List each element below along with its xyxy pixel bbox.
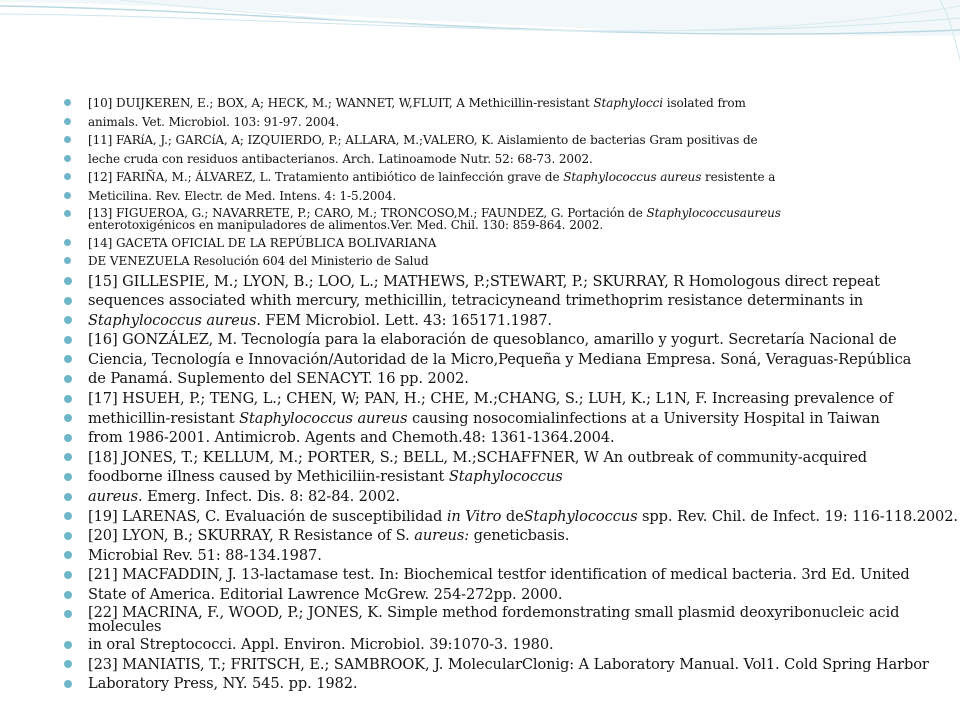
italic-term: Staphylocci [593,96,663,110]
reference-line [62,586,942,603]
bullet-icon [64,239,71,246]
bullet-icon [64,355,72,363]
reference-text: [19] LARENAS, C. Evaluación de susceptibilidad [88,507,447,525]
bullet-icon [64,551,72,559]
reference-text: geneticbasis. [469,527,570,545]
reference-line [62,170,942,184]
bullet-icon [64,336,72,344]
reference-line [62,152,942,166]
reference-line [62,351,942,368]
reference-text: Microbial Rev. 51: 88-134.1987. [88,546,322,564]
italic-term: Staphylococcus aureus [563,170,702,184]
reference-text: [12] FARIÑA, M.; ÁLVAREZ, L. Tratamiento antibiótico de lainfección grave de [88,170,564,184]
reference-line [62,390,942,407]
reference-line [62,133,942,147]
bullet-icon [64,512,72,520]
reference-line [62,603,942,635]
reference-text: in oral Streptococci. Appl. Environ. Microbiol. 39:1070-3. 1980. [88,636,554,654]
reference-list [62,96,958,695]
italic-term: Staphylococcus aureus [239,409,408,427]
reference-line [62,656,942,673]
reference-text: resistente a [701,170,776,184]
reference-line [62,370,942,387]
reference-text: [11] FARíA, J.; GARCíA, A; IZQUIERDO, P.; ALLARA, M.;VALERO, K. Aislamiento de bacterias Gram positivas de [88,133,758,147]
reference-line [62,410,942,427]
italic-term: in Vitro [446,507,502,525]
bullet-icon [64,453,72,461]
reference-text: Laboratory Press, NY. 545. pp. 1982. [88,675,358,693]
bullet-icon [64,473,72,481]
reference-line [62,468,942,485]
reference-line [62,312,942,329]
italic-term: aureus. [88,488,143,506]
reference-text: foodborne iIlness caused by Methiciliin-resistant [88,468,449,486]
reference-line [62,96,942,110]
reference-text: sequences associated whith mercury, methicillin, tetracicyneand trimethoprim resistance determinants in [88,292,864,310]
reference-text: FEM Microbiol. Lett. 43: 165171.1987. [260,311,552,329]
reference-line [62,566,942,583]
reference-line [62,488,942,505]
reference-text: animals. Vet. Microbiol. 103: 91-97. 2004. [88,114,340,129]
reference-text: [20] LYON, B.; SKURRAY, R Resistance of S. [88,527,415,545]
italic-term: aureus: [414,527,470,545]
decorative-swoosh [0,0,960,80]
reference-text: DE VENEZUELA Resolución 604 del Ministerio de Salud [88,254,429,268]
reference-line [62,115,942,129]
reference-line [62,207,942,231]
reference-text: [17] HSUEH, P.; TENG, L.; CHEN, W; PAN, H.; CHE, M.;CHANG, S.; LUH, K.; L1N, F. Increasing prevalence of [88,390,893,408]
bullet-icon [64,118,71,125]
reference-text: spp. Rev. Chil. de Infect. 19: 116-118.2002. [637,507,958,525]
bullet-icon [64,210,71,217]
reference-line [62,189,942,203]
reference-text: [21] MACFADDIN, J. 13-lactamase test. In: Biochemical testfor identification of medical bacteria. 3rd Ed. United [88,566,910,584]
bullet-icon [64,155,71,162]
bullet-icon [64,257,71,264]
reference-line [62,507,958,525]
bullet-icon [64,680,72,688]
reference-line [62,449,942,466]
italic-term: Staphylococcus [448,468,563,486]
bullet-icon [64,641,72,649]
bullet-icon [64,136,71,143]
reference-line [62,292,942,309]
reference-line [62,331,942,348]
reference-text: Meticilina. Rev. Electr. de Med. Intens. 4: 1-5.2004. [88,188,397,203]
reference-line [62,636,942,653]
bullet-icon [64,591,72,599]
bullet-icon [64,532,72,540]
bullet-icon [64,277,72,285]
bullet-icon [64,414,72,422]
reference-text: causing nosocomialinfections at a University Hospital in Taiwan [407,409,880,427]
reference-text: [10] DUIJKEREN, E.; BOX, A; HECK, M.; WANNET, W,FLUIT, A Methicillin-resistant [88,96,594,110]
reference-text: [15] GILLESPIE, M.; LYON, B.; LOO, L.; MATHEWS, P.;STEWART, P.; SKURRAY, R Homologous direct repeat [88,272,880,290]
reference-line [62,254,942,268]
bullet-icon [64,493,72,501]
reference-line [62,236,942,250]
reference-text: [16] GONZÁLEZ, M. Tecnología para la elaboración de quesoblanco, amarillo y yogurt. Secretaría Nacional de [88,331,897,349]
reference-text: [18] JONES, T.; KELLUM, M.; PORTER, S.; BELL, M.;SCHAFFNER, W An outbreak of community-acquired [88,448,868,466]
reference-text: enterotoxigénicos en manipuladores de alimentos.Ver. Med. Chil. 130: 859-864. 2002. [88,218,604,232]
reference-text: [23] MANIATIS, T.; FRITSCH, E.; SAMBROOK, J. MolecularClonig: A Laboratory Manual. Vol1. Cold Spring Harbor [88,655,929,673]
reference-line [62,429,942,446]
italic-term: Staphylococcus aureus. [88,311,261,329]
bullet-icon [64,434,72,442]
reference-text: leche cruda con residuos antibacterianos. Arch. Latinoamode Nutr. 52: 68-73. 2002. [88,151,593,166]
reference-text: Ciencia, Tecnología e Innovación/Autoridad de la Micro,Pequeña y Mediana Empresa. Soná, Veraguas-República [88,350,912,368]
italic-term: Staphylococcusaureus [646,206,781,220]
reference-text: from 1986-2001. Antimicrob. Agents and Chemoth.48: 1361-1364.2004. [88,429,615,447]
reference-text: [22] MACRINA, F., WOOD, P.; JONES, K. Simple method fordemonstrating small plasmid deoxyribonucleic acid [88,603,900,621]
bullet-icon [64,297,72,305]
bullet-icon [64,571,72,579]
bullet-icon [64,99,71,106]
reference-text: de Panamá. Suplemento del SENACYT. 16 pp. 2002. [88,370,469,388]
bullet-icon [64,660,72,668]
bullet-icon [64,316,72,324]
bullet-icon [64,192,71,199]
bullet-icon [64,173,71,180]
italic-term: Staphylococcus [523,507,638,525]
reference-text: State of America. Editorial Lawrence McGrew. 254-272pp. 2000. [88,586,563,603]
bullet-icon [64,375,72,383]
reference-text: de [501,507,524,525]
reference-text: isolated from [663,96,746,110]
reference-text: Emerg. Infect. Dis. 8: 82-84. 2002. [142,488,400,506]
reference-text: [14] GACETA OFICIAL DE LA REPÚBLICA BOLIVARIANA [88,235,437,250]
reference-text: molecules [88,617,162,635]
bullet-icon [64,610,72,618]
reference-line [62,547,942,564]
reference-line [62,675,942,692]
reference-text: methicillin-resistant [88,409,240,427]
reference-line [62,273,942,290]
reference-line [62,527,942,544]
reference-text: [13] FIGUEROA, G.; NAVARRETE, P.; CARO, M.; TRONCOSO,M.; FAUNDEZ, G. Portación de [88,206,647,220]
bullet-icon [64,395,72,403]
